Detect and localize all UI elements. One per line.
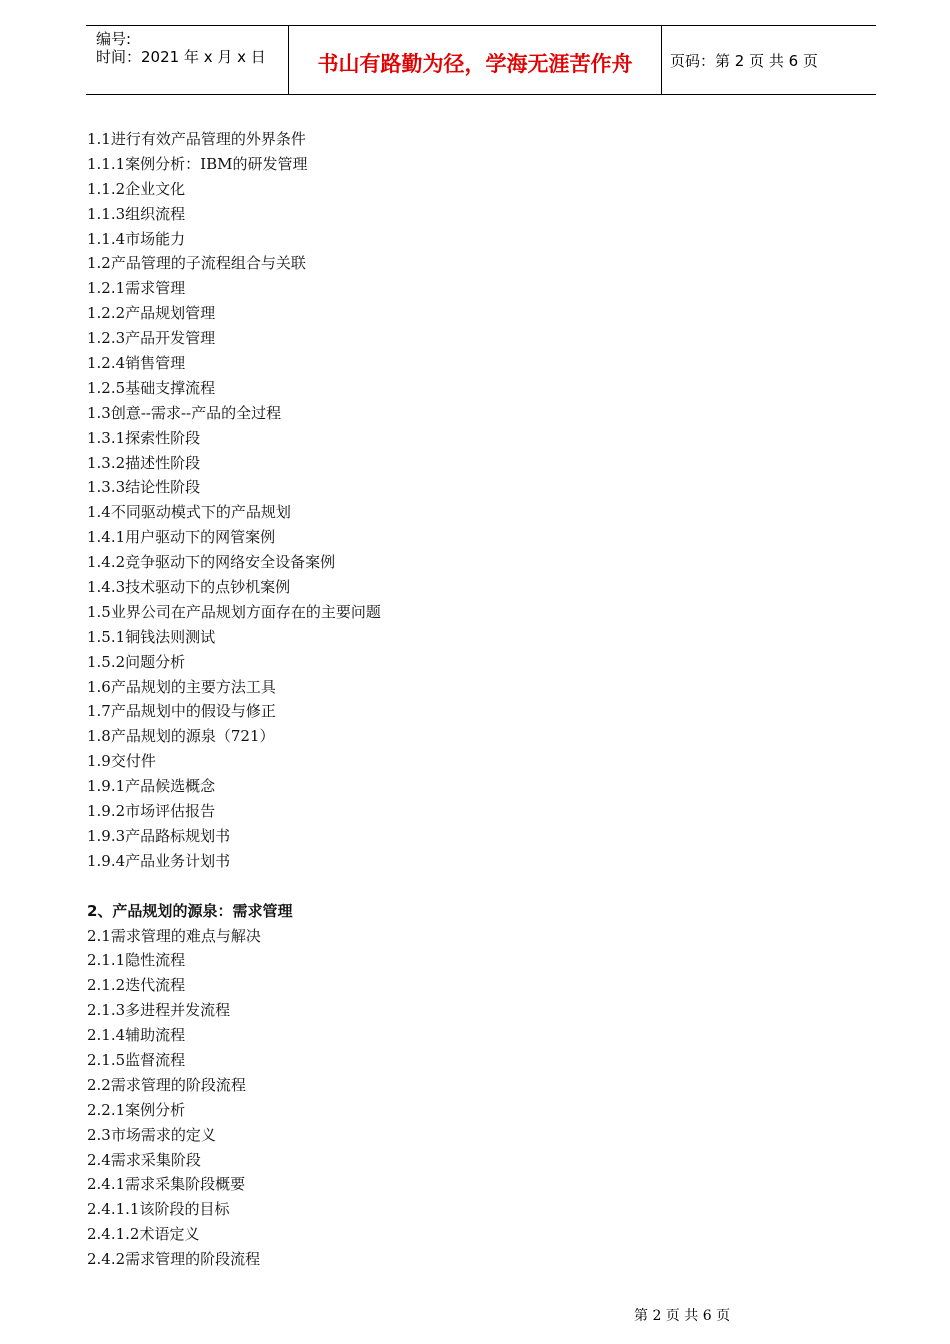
toc-entry: 1.6产品规划的主要方法工具 — [87, 677, 276, 696]
toc-entry: 1.2.5基础支撑流程 — [87, 378, 216, 397]
header-page-cell — [661, 26, 876, 94]
toc-entry: 2.1.4辅助流程 — [87, 1026, 186, 1045]
table-of-contents — [87, 127, 867, 1272]
toc-entry: 1.1进行有效产品管理的外界条件 — [87, 130, 306, 148]
toc-entry: 1.9.1产品候选概念 — [87, 777, 216, 796]
header-page-info: 页码：第 2 页 共 6 页 — [670, 52, 818, 70]
toc-entry: 1.5业界公司在产品规划方面存在的主要问题 — [87, 602, 381, 621]
toc-entry: 1.4.3技术驱动下的点钞机案例 — [87, 578, 291, 597]
toc-entry: 1.2.1需求管理 — [87, 279, 186, 298]
toc-block-2 — [87, 924, 867, 1272]
toc-entry: 1.9.4产品业务计划书 — [87, 851, 231, 870]
header-motto-cell — [288, 26, 662, 94]
toc-entry: 1.9.2市场评估报告 — [87, 802, 216, 821]
toc-entry: 1.4.2竞争驱动下的网络安全设备案例 — [87, 553, 336, 572]
toc-entry: 2.4.1.1该阶段的目标 — [87, 1200, 230, 1219]
toc-entry: 1.1.1案例分析：IBM的研发管理 — [87, 154, 308, 173]
toc-entry: 2.2需求管理的阶段流程 — [87, 1075, 246, 1094]
toc-entry: 2.1需求管理的难点与解决 — [87, 926, 261, 945]
toc-entry: 1.3创意--需求--产品的全过程 — [87, 403, 282, 422]
toc-entry: 1.1.3组织流程 — [87, 204, 186, 223]
toc-entry: 1.7产品规划中的假设与修正 — [87, 702, 276, 721]
toc-entry: 2.1.3多进程并发流程 — [87, 1001, 231, 1020]
toc-entry: 2.3市场需求的定义 — [87, 1125, 216, 1144]
toc-entry: 1.3.3结论性阶段 — [87, 478, 201, 497]
toc-entry: 1.5.2问题分析 — [87, 652, 186, 671]
toc-entry: 2.1.5监督流程 — [87, 1050, 186, 1069]
toc-entry: 1.2.3产品开发管理 — [87, 329, 216, 348]
toc-entry: 1.5.1铜钱法则测试 — [87, 627, 216, 646]
toc-block-1 — [87, 127, 867, 874]
toc-entry: 2.1.2迭代流程 — [87, 976, 186, 995]
toc-entry: 1.1.4市场能力 — [87, 229, 186, 248]
document-time-label: 时间：2021 年 x 月 x 日 — [96, 48, 266, 66]
page-footer: 第 2 页 共 6 页 — [634, 1308, 731, 1324]
toc-entry: 1.4.1用户驱动下的网管案例 — [87, 528, 276, 547]
toc-entry: 1.1.2企业文化 — [87, 179, 186, 198]
toc-entry: 1.2产品管理的子流程组合与关联 — [87, 254, 306, 273]
toc-entry: 1.3.1探索性阶段 — [87, 428, 201, 447]
section-2-heading: 2、产品规划的源泉：需求管理 — [87, 901, 293, 920]
toc-entry: 2.4需求采集阶段 — [87, 1150, 201, 1169]
header-motto: 书山有路勤为径，学海无涯苦作舟 — [317, 52, 633, 76]
toc-entry: 2.4.2需求管理的阶段流程 — [87, 1250, 261, 1269]
toc-entry: 2.4.1.2术语定义 — [87, 1225, 200, 1244]
toc-entry: 1.3.2描述性阶段 — [87, 453, 201, 472]
document-number-label: 编号: — [96, 30, 132, 48]
toc-entry: 2.2.1案例分析 — [87, 1100, 186, 1119]
toc-entry: 2.1.1隐性流程 — [87, 951, 186, 970]
section-spacer — [87, 874, 867, 899]
toc-entry: 1.2.2产品规划管理 — [87, 304, 216, 323]
toc-entry: 1.9.3产品路标规划书 — [87, 826, 231, 845]
toc-entry: 1.9交付件 — [87, 752, 156, 771]
page-header — [86, 25, 876, 95]
header-info-cell — [86, 26, 288, 94]
toc-entry: 1.4不同驱动模式下的产品规划 — [87, 503, 291, 522]
toc-entry: 1.8产品规划的源泉（721） — [87, 727, 275, 746]
toc-entry: 2.4.1需求采集阶段概要 — [87, 1175, 246, 1194]
toc-entry: 1.2.4销售管理 — [87, 354, 186, 373]
